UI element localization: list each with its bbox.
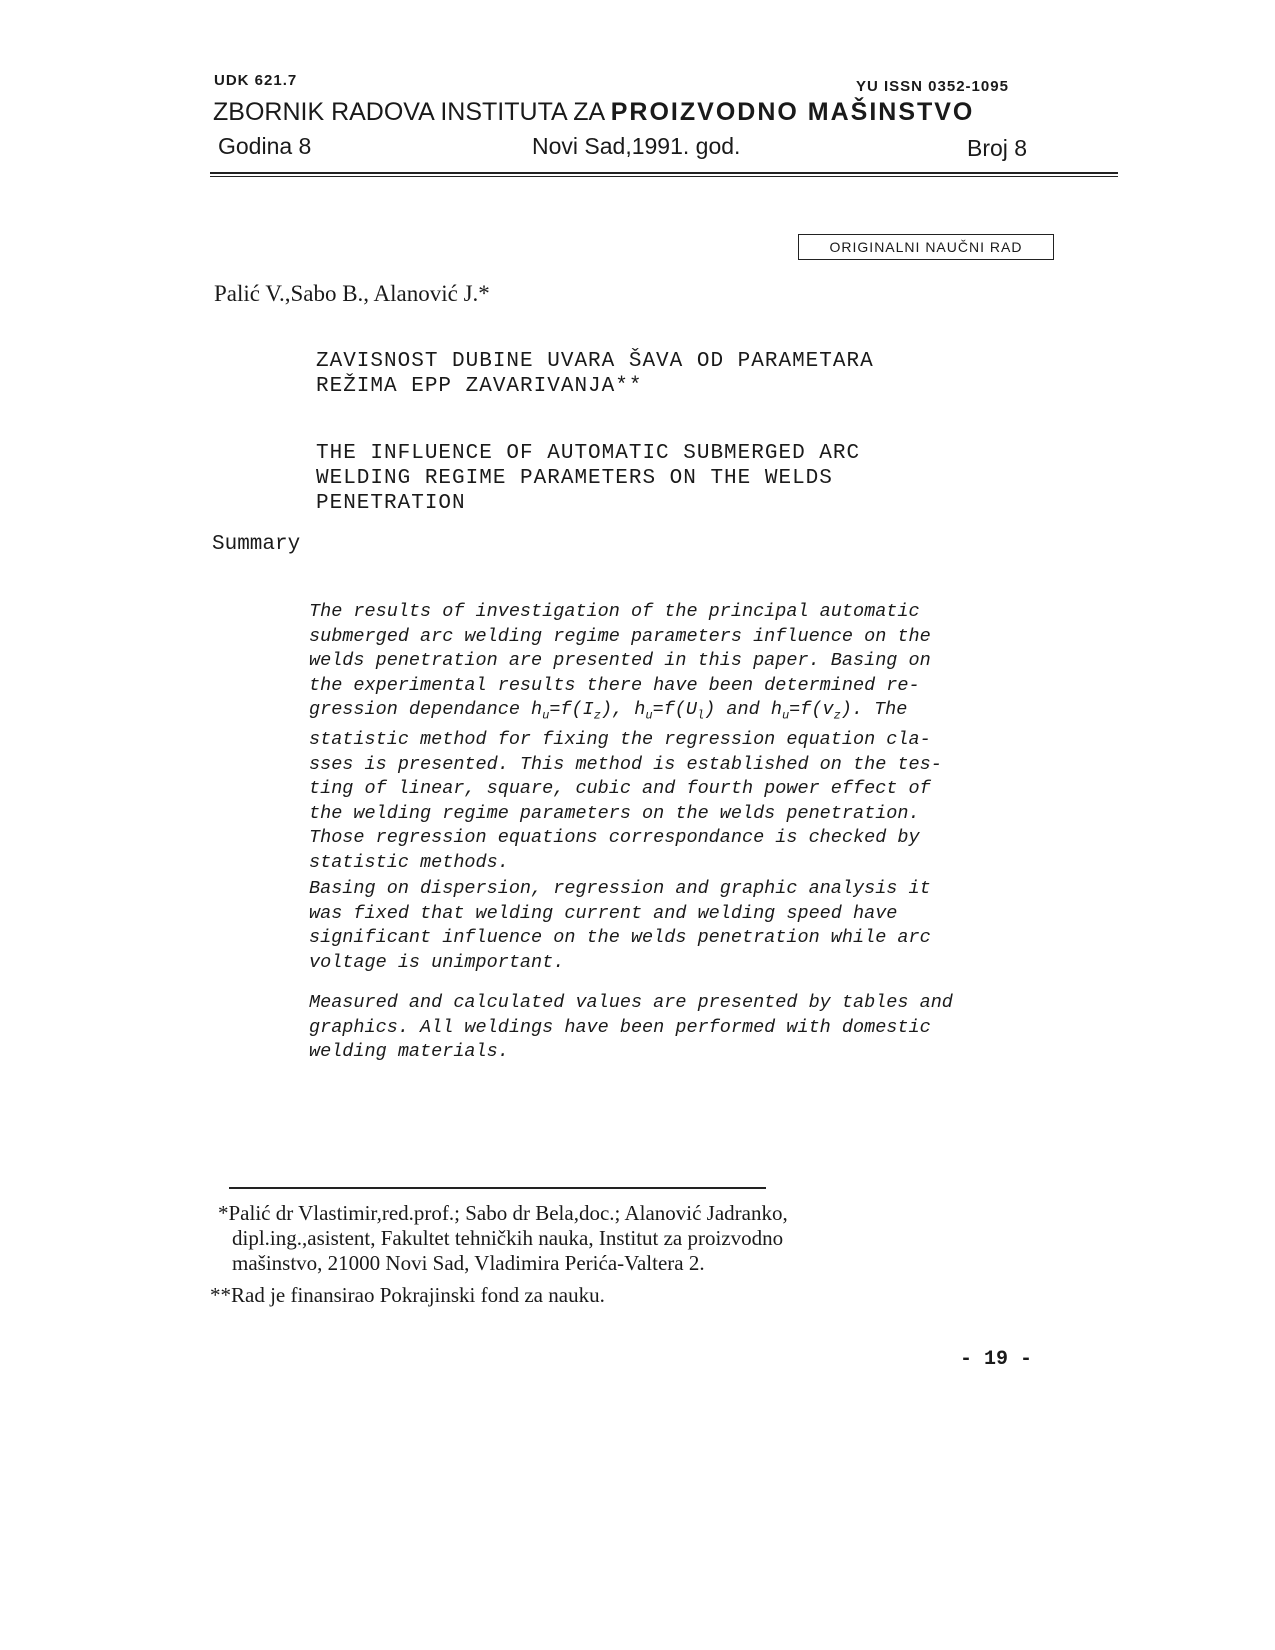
abstract-paragraph-3 (309, 991, 953, 1065)
abstract-line: Measured and calculated values are presented by tables and (309, 992, 953, 1013)
page-number: - 19 - (960, 1348, 1033, 1371)
abstract-line: sses is presented. This method is established on the tes- (309, 753, 942, 775)
title-serbian-line: ZAVISNOST DUBINE UVARA ŠAVA OD PARAMETARA (316, 350, 874, 373)
title-serbian (316, 349, 874, 399)
abstract-paragraph-1 (309, 600, 942, 875)
abstract-line: The results of investigation of the principal automatic (309, 601, 920, 622)
abstract-line: statistic method for fixing the regression equation cla- (309, 729, 931, 751)
udk-code: UDK 621.7 (214, 72, 298, 89)
abstract-line: submerged arc welding regime parameters influence on the (309, 625, 931, 647)
title-english (316, 441, 860, 516)
footnote-line: *Palić dr Vlastimir,red.prof.; Sabo dr Bela,doc.; Alanović Jadranko, (218, 1201, 788, 1225)
abstract-line: gression dependance $h_u=f(I_z)$, $h_u=f(U_l)$ and $h_u=f(v_z)$. The (309, 699, 908, 723)
header-rule-thin (210, 176, 1118, 177)
footnote-line: dipl.ing.,asistent, Fakultet tehničkih nauka, Institut za proizvodno (232, 1226, 784, 1250)
issue-number: Broj 8 (967, 135, 1028, 161)
abstract-line: significant influence on the welds penetration while arc (309, 927, 931, 948)
footnote-authors (218, 1201, 788, 1276)
footnote-separator (229, 1187, 766, 1189)
abstract-line: the experimental results there have been determined re- (309, 674, 920, 696)
abstract-line: was fixed that welding current and welding speed have (309, 902, 898, 924)
abstract-line: Basing on dispersion, regression and graphic analysis it (309, 878, 931, 899)
journal-name-prefix: ZBORNIK RADOVA INSTITUTA ZA (213, 98, 604, 126)
journal-name-suffix: PROIZVODNO MAŠINSTVO (610, 98, 975, 126)
summary-heading: Summary (212, 533, 301, 556)
paper-type-badge: ORIGINALNI NAUČNI RAD (798, 234, 1054, 260)
authors: Palić V.,Sabo B., Alanović J.* (214, 281, 490, 306)
header-rule-thick (210, 172, 1118, 174)
abstract-line: statistic methods. (309, 851, 509, 873)
abstract-line: the welding regime parameters on the welds penetration. (309, 802, 920, 824)
footnote-line: mašinstvo, 21000 Novi Sad, Vladimira Perića-Valtera 2. (232, 1251, 705, 1275)
title-serbian-line: REŽIMA EPP ZAVARIVANJA** (316, 375, 643, 398)
abstract-line: ting of linear, square, cubic and fourth power effect of (309, 778, 931, 800)
journal-name (213, 98, 974, 127)
abstract-line: graphics. All weldings have been performed with domestic (309, 1016, 931, 1038)
abstract-paragraph-2 (309, 877, 931, 975)
title-english-line: PENETRATION (316, 492, 466, 515)
volume-year: Godina 8 (218, 133, 312, 159)
place-date: Novi Sad,1991. god. (532, 133, 741, 159)
abstract-line: Those regression equations correspondance is checked by (309, 827, 920, 849)
abstract-line: welding materials. (309, 1041, 509, 1062)
issn-number: YU ISSN 0352-1095 (856, 78, 1009, 95)
abstract-line: voltage is unimportant. (309, 951, 565, 973)
title-english-line: WELDING REGIME PARAMETERS ON THE WELDS (316, 467, 833, 490)
footnote-funding: **Rad je finansirao Pokrajinski fond za nauku. (210, 1283, 605, 1307)
abstract-line: welds penetration are presented in this paper. Basing on (309, 650, 931, 671)
title-english-line: THE INFLUENCE OF AUTOMATIC SUBMERGED ARC (316, 442, 861, 465)
